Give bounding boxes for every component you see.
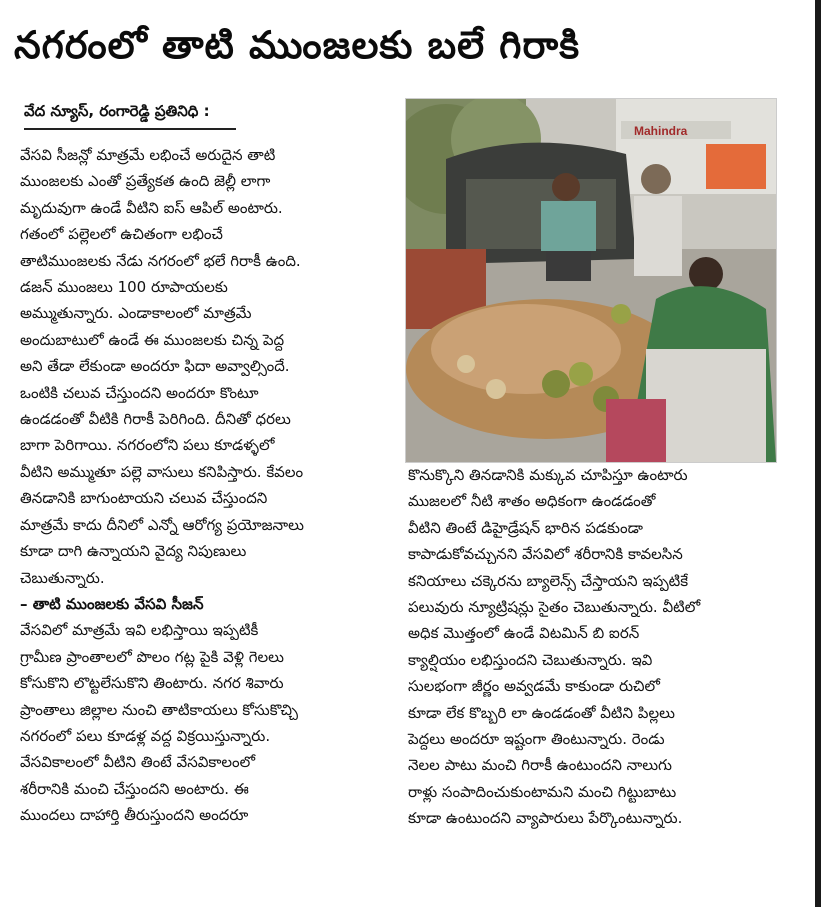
article-line: ముందలు దాహార్తి తీరుస్తుందని అందరూ [20, 806, 249, 825]
article-line: తాటిముంజలకు నేడు నగరంలో భలే గిరాకీ ఉంది. [20, 251, 301, 270]
article-line: అని తేడా లేకుండా అందరూ ఫిదా అవ్వాల్సిందే. [20, 357, 290, 376]
section-subheading: – తాటి ముంజలకు వేసవి సీజన్ [20, 594, 204, 613]
article-line: రాళ్లు సంపాదించుకుంటామని మంచి గిట్టుబాటు [408, 782, 677, 801]
article-line: గ్రామీణ ప్రాంతాలలో పొలం గట్ల పైకి వెళ్లి గెలలు [20, 647, 284, 666]
article-line: వేసవి సీజన్లో మాత్రమే లభించే అరుదైన తాటి [20, 146, 276, 164]
article-line: సులభంగా జీర్ణం అవ్వడమే కాకుండా రుచిలో [408, 677, 660, 696]
mahindra-sign: Mahindra [634, 124, 688, 138]
article-line: తినడానికి బాగుంటాయని చలువ చేస్తుందని [20, 489, 268, 508]
article-line: కూడా లేక కొబ్బరి లా ఉండడంతో వీటిని పిల్లలు [408, 703, 675, 722]
article-line: అందుబాటులో ఉండే ఈ ముంజలకు చిన్న పెద్ద [20, 330, 285, 349]
photo-illustration [406, 99, 776, 462]
article-line: ప్రాంతాలు జిల్లాల నుంచి తాటికాయలు కోసుకొచ్చి [20, 700, 298, 719]
article-line: వేసవిలో మాత్రమే ఇవి లభిస్తాయి ఇప్పటికీ [20, 621, 259, 640]
right-column [408, 462, 808, 832]
article-line: నగరంలో పలు కూడళ్ల వద్ద విక్రయిస్తున్నారు. [20, 726, 271, 745]
article-line: బాగా పెరిగాయి. నగరంలోని పలు కూడళ్ళలో [20, 436, 275, 455]
article-line: కాపాడుకోవచ్చునని వేసవిలో శరీరానికి కావలసిన [408, 545, 683, 564]
article-line: కూడా దాగి ఉన్నాయని వైద్య నిపుణులు [20, 542, 247, 561]
byline: వేద న్యూస్, రంగారెడ్డి ప్రతినిధి : [24, 102, 210, 120]
article-line: మృదువుగా ఉండే వీటిని ఐస్ ఆపిల్ అంటారు. [20, 198, 283, 217]
article-line: కోసుకొని లొట్టలేసుకొని తింటారు. నగర శివారు [20, 674, 284, 693]
article-line: పెద్దలు అందరూ ఇష్టంగా తింటున్నారు. రెండు [408, 730, 665, 749]
article-line: వీటిని అమ్ముతూ పల్లె వాసులు కనిపిస్తారు. కేవలం [20, 462, 304, 481]
article-line: అధిక మొత్తంలో ఉండే విటమిన్ బి ఐరన్ [408, 624, 640, 643]
article-line: ముజలలో నీటి శాతం అధికంగా ఉండడంతో [408, 492, 656, 511]
article-line: కూడా ఉంటుందని వ్యాపారులు పేర్కొంటున్నారు. [408, 809, 683, 828]
article-line: కొనుక్కొని తినడానికి మక్కువ చూపిస్తూ ఉంటారు [408, 466, 688, 484]
article-line: డజన్ ముంజలు 100 రూపాయలకు [20, 278, 228, 297]
page-edge [815, 0, 821, 907]
article-line: గతంలో పల్లెలలో ఉచితంగా లభించే [20, 225, 223, 244]
article-photo [405, 98, 777, 463]
article-line: ఒంటికి చలువ చేస్తుందని అందరూ కొంటూ [20, 383, 259, 402]
byline-underline [24, 128, 236, 130]
article-line: శరీరానికి మంచి చేస్తుందని అంటారు. ఈ [20, 779, 249, 798]
article-line: పలువురు న్యూట్రిషన్లు సైతం చెబుతున్నారు. వీటిలో [408, 598, 701, 617]
article-line: మాత్రమే కాదు దీనిలో ఎన్నో ఆరోగ్య ప్రయోజనాలు [20, 515, 304, 534]
article-line: వీటిని తింటే డిహైడ్రేషన్ భారిన పడకుండా [408, 518, 643, 537]
article-line: ముంజలకు ఎంతో ప్రత్యేకత ఉంది జెల్లీ లాగా [20, 172, 271, 191]
article-line: క్యాల్షియం లభిస్తుందని చెబుతున్నారు. ఇవి [408, 650, 653, 669]
article-line: వేసవికాలంలో వీటిని తింటే వేసవికాలంలో [20, 753, 256, 772]
article-line: నెలల పాటు మంచి గిరాకీ ఉంటుందని నాలుగు [408, 756, 672, 775]
article-line: ఉండడంతో వీటికి గిరాకీ పెరిగింది. దీనితో ధరలు [20, 410, 291, 429]
article-line: చెబుతున్నారు. [20, 568, 105, 587]
article-line: అమ్ముతున్నారు. ఎండాకాలంలో మాత్రమే [20, 304, 252, 323]
headline: నగరంలో తాటి ముంజలకు బలే గిరాకి [14, 23, 581, 67]
left-column [20, 142, 390, 829]
article-line: కనియాలు చక్కెరను బ్యాలెన్స్ చేస్తాయని ఇప్పటికే [408, 571, 689, 590]
